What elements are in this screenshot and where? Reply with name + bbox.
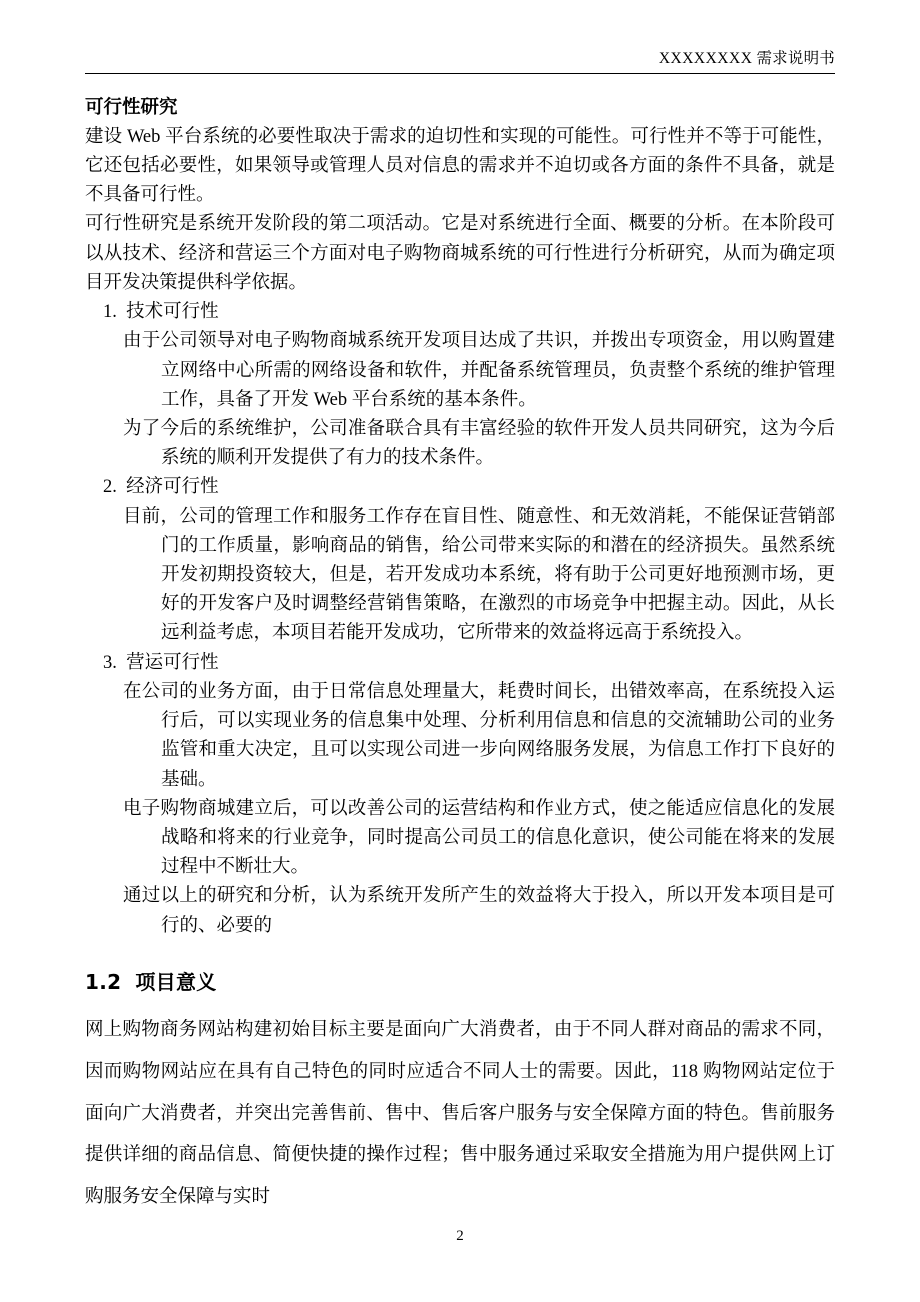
list-item — [85, 298, 835, 473]
section-number: 1.2 — [85, 969, 122, 994]
paragraph-2: 可行性研究是系统开发阶段的第二项活动。它是对系统进行全面、概要的分析。在本阶段可以从技术、经济和营运三个方面对电子购物商城系统的可行性进行分析研究，从而为确定项目开发决策提供科学依据。 — [85, 214, 835, 293]
page-number: 2 — [456, 1228, 464, 1244]
header-doc-code: XXXXXXXX — [658, 50, 753, 67]
header-divider — [85, 73, 835, 74]
list-item-heading — [85, 649, 835, 678]
feasibility-list — [85, 298, 835, 941]
list-item-heading — [85, 298, 835, 327]
section-paragraph: 网上购物商务网站构建初始目标主要是面向广大消费者，由于不同人群对商品的需求不同，因而购物网站应在具有自己特色的同时应适合不同人士的需要。因此，118 购物网站定位于面向广大消费者，并突出完善售前、售中、售后客户服务与安全保障方面的特色。售前服务提供详细的商品信息、简便快捷的操作过程；售中服务通过采取安全措施为用户提供网上订购服务安全保障与实时 — [85, 1020, 835, 1207]
section-title: 项目意义 — [135, 969, 217, 994]
list-item-number: 2. — [103, 477, 117, 498]
list-item-title: 营运可行性 — [126, 652, 219, 673]
subheading-feasibility: 可行性研究 — [85, 97, 178, 118]
list-item-number: 1. — [103, 302, 117, 323]
page-footer — [85, 1228, 835, 1245]
page-header — [85, 46, 835, 80]
list-item-paragraph: 为了今后的系统维护，公司准备联合具有丰富经验的软件开发人员共同研究，这为今后系统的顺利开发提供了有力的技术条件。 — [123, 418, 835, 469]
list-item-paragraph: 目前，公司的管理工作和服务工作存在盲目性、随意性、和无效消耗，不能保证营销部门的工作质量，影响商品的销售，给公司带来实际的和潜在的经济损失。虽然系统开发初期投资较大，但是，若开发成功本系统，将有助于公司更好地预测市场，更好的开发客户及时调整经营销售策略，在激烈的市场竞争中把握主动。因此，从长远利益考虑，本项目若能开发成功，它所带来的效益将远高于系统投入。 — [123, 506, 835, 644]
section-heading — [85, 967, 835, 999]
list-item-heading — [85, 473, 835, 502]
list-item-paragraph: 在公司的业务方面，由于日常信息处理量大，耗费时间长，出错效率高，在系统投入运行后，可以实现业务的信息集中处理、分析利用信息和信息的交流辅助公司的业务监管和重大决定，且可以实现公司进一步向网络服务发展，为信息工作打下良好的基础。 — [123, 681, 835, 790]
list-item-title: 经济可行性 — [126, 477, 219, 498]
document-body — [85, 94, 835, 1219]
list-item — [85, 649, 835, 941]
paragraph-1: 建设 Web 平台系统的必要性取决于需求的迫切性和实现的可能性。可行性并不等于可能性，它还包括必要性，如果领导或管理人员对信息的需求并不迫切或各方面的条件不具备，就是不具备可行性。 — [85, 126, 835, 206]
list-item-number: 3. — [103, 652, 117, 673]
header-doc-title: 需求说明书 — [756, 50, 835, 67]
list-item — [85, 473, 835, 648]
list-item-paragraph: 由于公司领导对电子购物商城系统开发项目达成了共识，并拨出专项资金，用以购置建立网络中心所需的网络设备和软件，并配备系统管理员，负责整个系统的维护管理工作，具备了开发 Web 平台系统的基本条件。 — [123, 331, 835, 410]
list-item-paragraph: 通过以上的研究和分析，认为系统开发所产生的效益将大于投入，所以开发本项目是可行的、必要的 — [123, 886, 835, 936]
page-content-area — [85, 46, 835, 1256]
header-title — [659, 46, 835, 68]
list-item-title: 技术可行性 — [126, 302, 219, 323]
list-item-paragraph: 电子购物商城建立后，可以改善公司的运营结构和作业方式，使之能适应信息化的发展战略和将来的行业竞争，同时提高公司员工的信息化意识，使公司能在将来的发展过程中不断壮大。 — [123, 798, 835, 878]
